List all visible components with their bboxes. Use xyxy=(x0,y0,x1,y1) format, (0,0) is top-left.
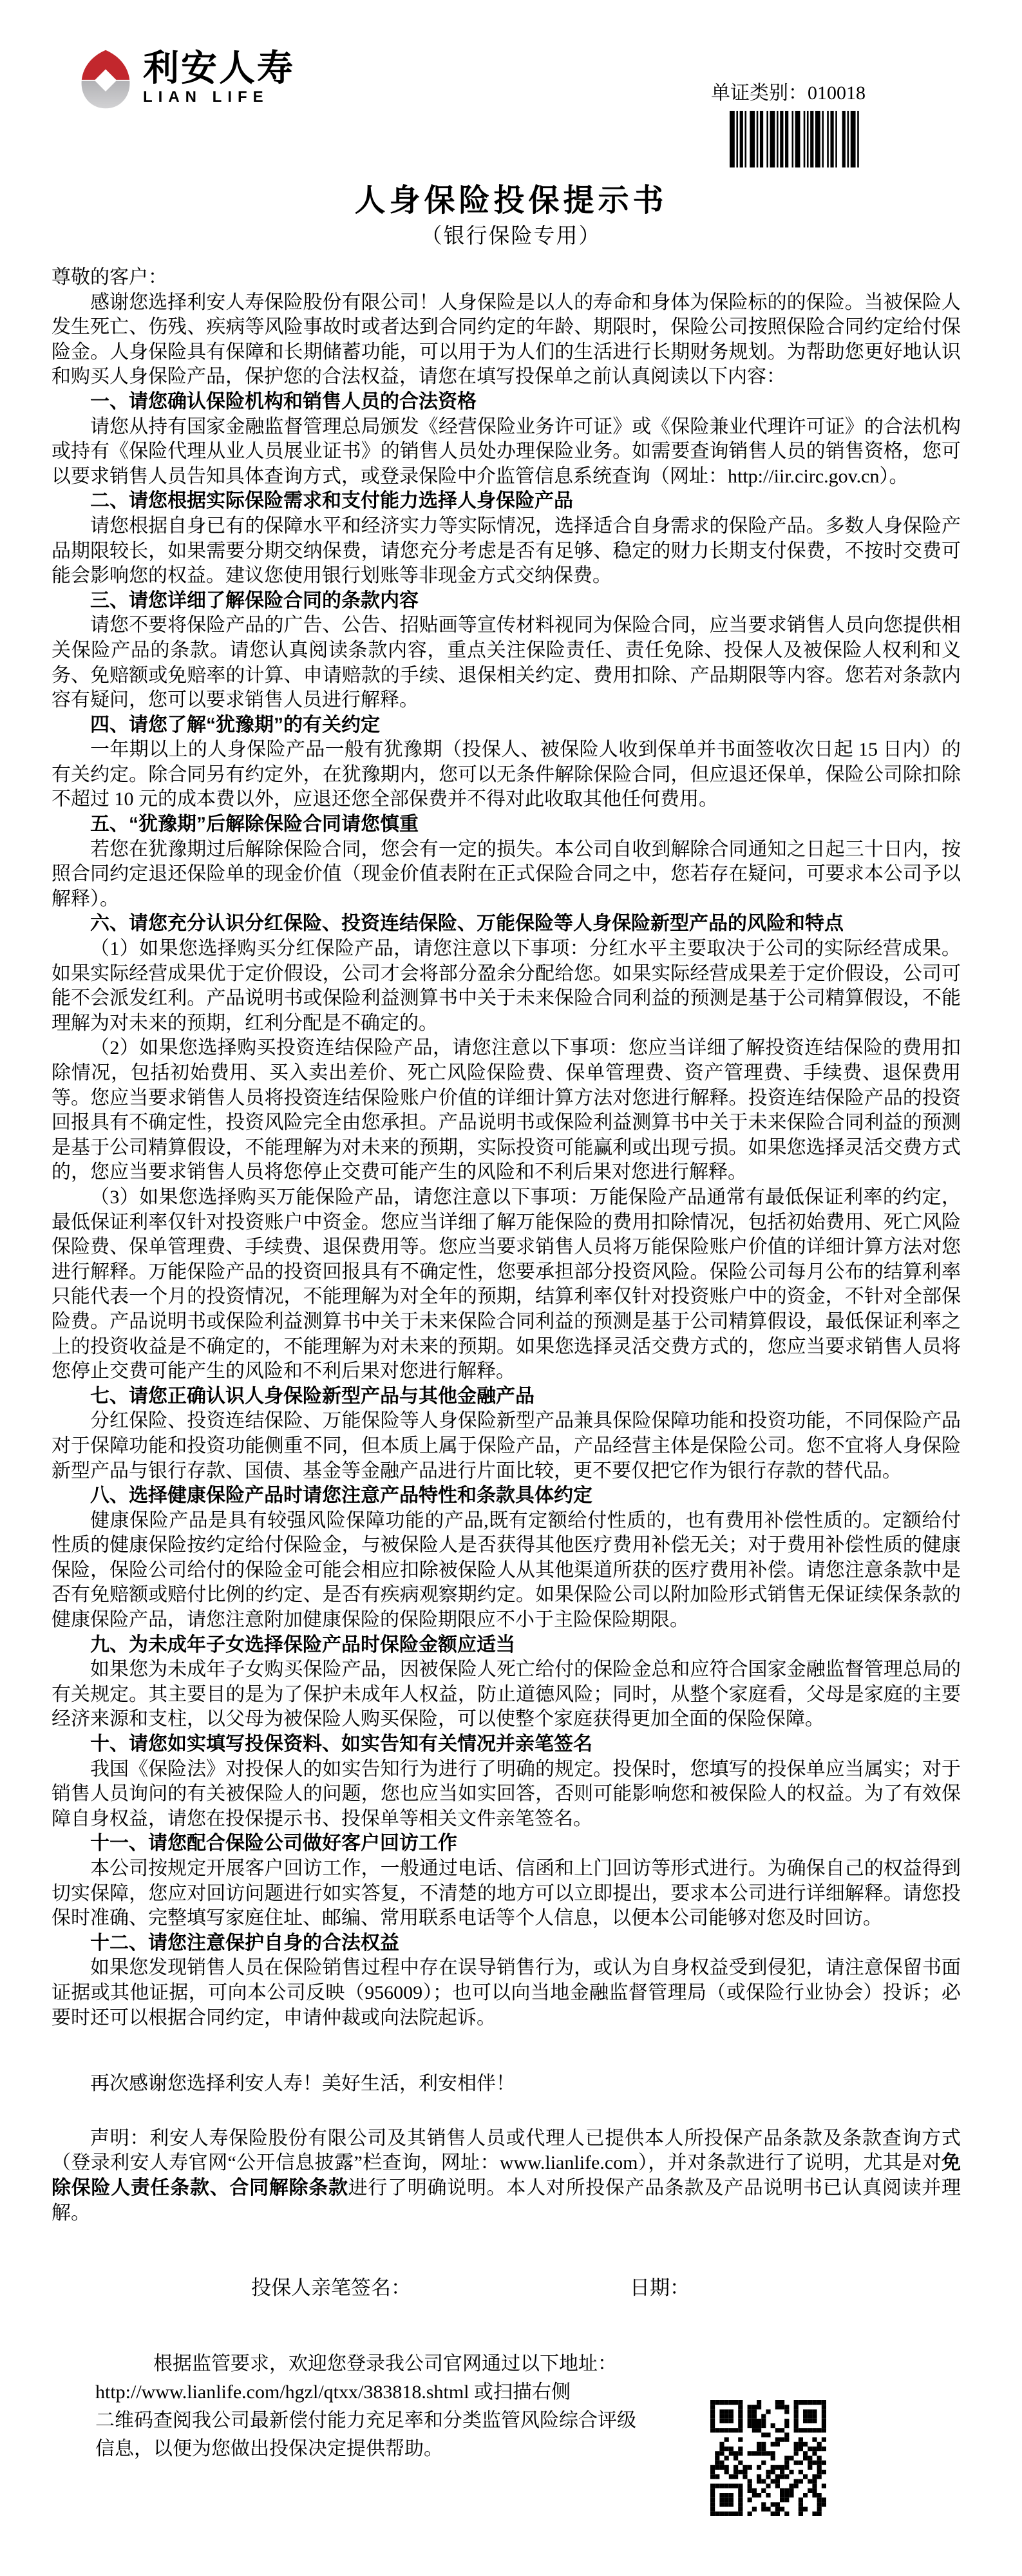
signature-row xyxy=(52,2276,961,2301)
section-heading: 十二、请您注意保护自身的合法权益 xyxy=(90,1932,399,1954)
lian-life-logo-icon xyxy=(77,49,134,110)
section-heading: 九、为未成年子女选择保险产品时保险金额应适当 xyxy=(90,1634,515,1655)
section-paragraph: 一年期以上的人身保险产品一般有犹豫期（投保人、被保险人收到保单并书面签收次日起 15 日内）的有关约定。除合同另有约定外，在犹豫期内，您可以无条件解除保险合同，但应退还保单，保险公司除扣除不超过 10 元的成本费以外，应退还您全部保费并不得对此收取其他任何费用。 xyxy=(52,739,961,810)
section-heading: 五、“犹豫期”后解除保险合同请您慎重 xyxy=(90,814,419,835)
footer-line: 二维码查阅我公司最新偿付能力充足率和分类监管风险综合评级 xyxy=(95,2409,636,2431)
company-logo xyxy=(77,49,295,110)
barcode xyxy=(730,111,862,167)
section-heading: 七、请您正确认识人身保险新型产品与其他金融产品 xyxy=(90,1385,535,1407)
company-logo-text xyxy=(143,49,295,106)
declaration-paragraph xyxy=(52,2126,961,2226)
section-paragraph: 请您根据自身已有的保障水平和经济实力等实际情况，选择适合自身需求的保险产品。多数人身保险产品期限较长，如果需要分期交纳保费，请您充分考虑是否有足够、稳定的财力长期支付保费，不按时交费可能会影响您的权益。建议您使用银行划账等非现金方式交纳保费。 xyxy=(52,515,961,587)
section-paragraph: 如果您为未成年子女购买保险产品，因被保险人死亡给付的保险金总和应符合国家金融监督管理总局的有关规定。其主要目的是为了保护未成年人权益，防止道德风险；同时，从整个家庭看，父母是家庭的主要经济来源和支柱，以父母为被保险人购买保险，可以使整个家庭获得更加全面的保险保障。 xyxy=(52,1659,961,1730)
qr-code xyxy=(710,2400,826,2516)
closing-line: 再次感谢您选择利安人寿！美好生活，利安相伴！ xyxy=(90,2073,515,2095)
section-paragraph: 如果您发现销售人员在保险销售过程中存在误导销售行为，或认为自身权益受到侵犯，请注意保留书面证据或其他证据，可向本公司反映（956009）；也可以向当地金融监督管理局（或保险行业协会）投诉；必要时还可以根据合同约定，申请仲裁或向法院起诉。 xyxy=(52,1957,961,2028)
sections-container xyxy=(52,390,961,2030)
section-paragraph: 健康保险产品是具有较强风险保障功能的产品,既有定额给付性质的，也有费用补偿性质的。定额给付性质的健康保险按约定给付保险金，与被保险人是否获得其他医疗费用补偿无关；对于费用补偿性质的健康保险，保险公司给付的保险金可能会相应扣除被保险人从其他渠道所获的医疗费用补偿。请您注意条款中是否有免赔额或赔付比例的约定、是否有疾病观察期约定。如果保险公司以附加险形式销售无保证续保条款的健康保险产品，请您注意附加健康保险的保险期限应不小于主险保险期限。 xyxy=(52,1509,961,1631)
declaration-pre: 声明：利安人寿保险股份有限公司及其销售人员或代理人已提供本人所投保产品条款及条款查询方式（登录利安人寿官网“公开信息披露”栏查询，网址：www.lianlife.com），并对条款进行了说明，尤其是对 xyxy=(52,2127,961,2174)
declaration-bold: 免除保险人责任条款、合同解除条款 xyxy=(52,2152,961,2199)
footer-line: 信息，以便为您做出投保决定提供帮助。 xyxy=(95,2438,443,2459)
company-name-cn: 利安人寿 xyxy=(143,48,295,88)
salutation: 尊敬的客户： xyxy=(52,267,167,288)
section-heading: 一、请您确认保险机构和销售人员的合法资格 xyxy=(90,390,477,412)
page-subtitle: （银行保险专用） xyxy=(421,225,601,248)
section-heading: 二、请您根据实际保险需求和支付能力选择人身保险产品 xyxy=(90,490,573,512)
section-paragraph: 我国《保险法》对投保人的如实告知行为进行了明确的规定。投保时，您填写的投保单应当属实；对于销售人员询问的有关被保险人的问题，您也应当如实回答，否则可能影响您和被保险人的权益。为了有效保障自身权益，请您在投保提示书、投保单等相关文件亲笔签名。 xyxy=(52,1758,961,1829)
section-heading: 四、请您了解“犹豫期”的有关约定 xyxy=(90,714,380,736)
section-paragraph: 请您从持有国家金融监督管理总局颁发《经营保险业务许可证》或《保险兼业代理许可证》的合法机构或持有《保险代理从业人员展业证书》的销售人员处办理保险业务。如需要查询销售人员的销售资格，您可以要求销售人员告知具体查询方式，或登录保险中介监管信息系统查询（网址：http://iir.circ.gov.cn）。 xyxy=(52,415,961,487)
section-heading: 十一、请您配合保险公司做好客户回访工作 xyxy=(90,1833,457,1855)
footer-note xyxy=(95,2350,678,2463)
section-paragraph: 若您在犹豫期过后解除保险合同，您会有一定的损失。本公司自收到解除合同通知之日起三十日内，按照合同约定退还保险单的现金价值（现金价值表附在正式保险合同之中，您若存在疑问，可要求本公司予以解释）。 xyxy=(52,838,961,910)
company-name-en: LIAN LIFE xyxy=(143,88,269,106)
footer-line: 根据监管要求，欢迎您登录我公司官网通过以下地址： xyxy=(153,2352,617,2374)
footer-line: http://www.lianlife.com/hgzl/qtxx/383818.shtml 或扫描右侧 xyxy=(95,2381,571,2403)
page-title: 人身保险投保提示书 xyxy=(354,184,668,218)
applicant-signature-label: 投保人亲笔签名： xyxy=(251,2276,411,2300)
section-heading: 十、请您如实填写投保资料、如实告知有关情况并亲笔签名 xyxy=(90,1733,592,1755)
doc-type-label: 单证类别：010018 xyxy=(711,82,866,104)
section-heading: 八、选择健康保险产品时请您注意产品特性和条款具体约定 xyxy=(90,1485,592,1507)
section-heading: 三、请您详细了解保险合同的条款内容 xyxy=(90,589,419,611)
declaration-post: 进行了明确说明。本人对所投保产品条款及产品说明书已认真阅读并理解。 xyxy=(52,2177,961,2224)
section-heading: 六、请您充分认识分红保险、投资连结保险、万能保险等人身保险新型产品的风险和特点 xyxy=(90,913,844,935)
section-paragraph: （1）如果您选择购买分红保险产品，请您注意以下事项：分红水平主要取决于公司的实际经营成果。如果实际经营成果优于定价假设，公司才会将部分盈余分配给您。如果实际经营成果差于定价假设，公司可能不会派发红利。产品说明书或保险利益测算书中关于未来保险合同利益的预测是基于公司精算假设，不能理解为对未来的预期，红利分配是不确定的。 xyxy=(52,938,961,1034)
section-paragraph: （2）如果您选择购买投资连结保险产品，请您注意以下事项：您应当详细了解投资连结保险的费用扣除情况，包括初始费用、买入卖出差价、死亡风险保险费、保单管理费、资产管理费、手续费、退保费用等。您应当要求销售人员将投资连结保险账户价值的详细计算方法对您进行解释。投资连结保险产品的投资回报具有不确定性，投资风险完全由您承担。产品说明书或保险利益测算书中关于未来保险合同利益的预测是基于公司精算假设，不能理解为对未来的预期，实际投资可能赢利或出现亏损。如果您选择灵活交费方式的，您应当要求销售人员将您停止交费可能产生的风险和不利后果对您进行解释。 xyxy=(52,1037,961,1183)
section-paragraph: （3）如果您选择购买万能保险产品，请您注意以下事项：万能保险产品通常有最低保证利率的约定，最低保证利率仅针对投资账户中资金。您应当详细了解万能保险的费用扣除情况，包括初始费用、死亡风险保险费、保单管理费、手续费、退保费用等。您应当要求销售人员将万能保险账户价值的详细计算方法对您进行解释。万能保险产品的投资回报具有不确定性，您要承担部分投资风险。保险公司每月公布的结算利率只能代表一个月的投资情况，不能理解为对全年的预期，结算利率仅针对投资账户中的资金，不针对全部保险费。产品说明书或保险利益测算书中关于未来保险合同利益的预测是基于公司精算假设，最低保证利率之上的投资收益是不确定的，不能理解为对未来的预期。如果您选择灵活交费方式的，您应当要求销售人员将您停止交费可能产生的风险和不利后果对您进行解释。 xyxy=(52,1186,961,1382)
intro-paragraph: 感谢您选择利安人寿保险股份有限公司！人身保险是以人的寿命和身体为保险标的的保险。当被保险人发生死亡、伤残、疾病等风险事故时或者达到合同约定的年龄、期限时，保险公司按照保险合同约定给付保险金。人身保险具有保障和长期储蓄功能，可以用于为人们的生活进行长期财务规划。为帮助您更好地认识和购买人身保险产品，保护您的合法权益，请您在填写投保单之前认真阅读以下内容： xyxy=(52,291,961,388)
section-paragraph: 分红保险、投资连结保险、万能保险等人身保险新型产品兼具保险保障功能和投资功能，不同保险产品对于保障功能和投资功能侧重不同，但本质上属于保险产品，产品经营主体是保险公司。您不宜将人身保险新型产品与银行存款、国债、基金等金融产品进行片面比较，更不要仅把它作为银行存款的替代品。 xyxy=(52,1410,961,1482)
section-paragraph: 请您不要将保险产品的广告、公告、招贴画等宣传材料视同为保险合同，应当要求销售人员向您提供相关保险产品的条款。请您认真阅读条款内容，重点关注保险责任、责任免除、投保人及被保险人权利和义务、免赔额或免赔率的计算、申请赔款的手续、退保相关约定、费用扣除、产品期限等内容。您若对条款内容有疑问，您可以要求销售人员进行解释。 xyxy=(52,615,961,711)
document-body xyxy=(52,265,961,2463)
section-paragraph: 本公司按规定开展客户回访工作，一般通过电话、信函和上门回访等形式进行。为确保自己的权益得到切实保障，您应对回访问题进行如实答复，不清楚的地方可以立即提出，要求本公司进行详细解释。请您投保时准确、完整填写家庭住址、邮编、常用联系电话等个人信息，以便本公司能够对您及时回访。 xyxy=(52,1858,961,1929)
date-label: 日期： xyxy=(630,2276,690,2300)
